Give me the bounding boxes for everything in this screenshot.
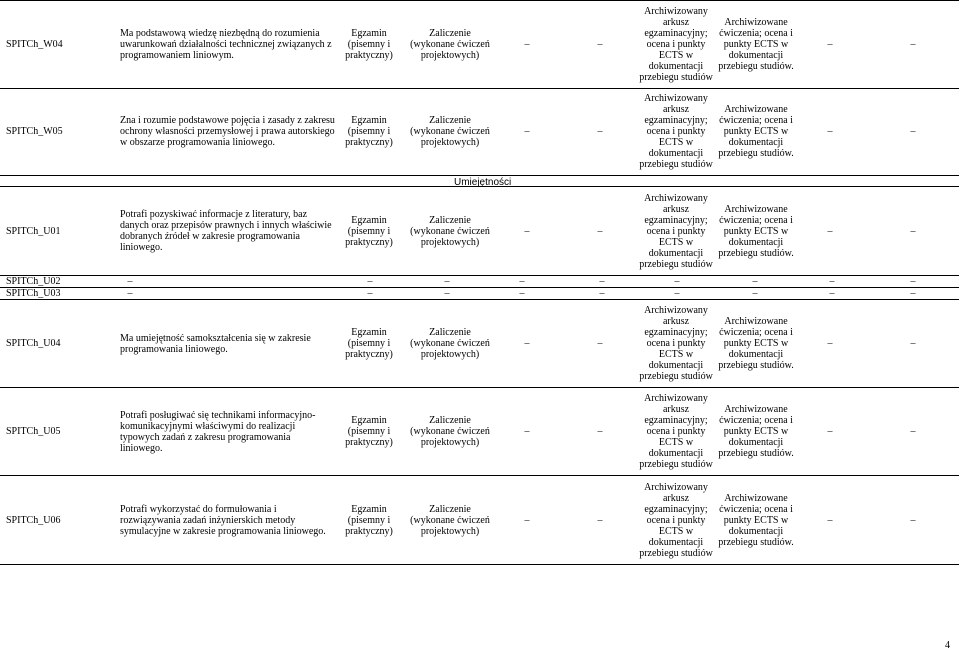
empty-dash: – [827, 39, 833, 50]
exercise-documentation: Archiwizowane ćwiczenia; ocena i punkty ECTS w dokumentacji przebiegu studiów. [718, 316, 794, 371]
empty-dash: – [597, 225, 603, 237]
outcome-code: SPITCh_U01 [6, 225, 61, 237]
empty-dash: – [599, 276, 605, 287]
exercise-documentation: Archiwizowane ćwiczenia; ocena i punkty ECTS w dokumentacji przebiegu studiów. [718, 104, 794, 159]
empty-dash: – [910, 338, 916, 349]
empty-dash: – [524, 426, 530, 437]
empty-dash: – [910, 126, 916, 137]
assessment-form: Egzamin (pisemny i praktyczny) [345, 503, 393, 537]
section-divider [0, 175, 959, 176]
empty-dash: – [444, 276, 450, 287]
empty-dash: – [827, 225, 833, 237]
outcome-code: SPITCh_U04 [6, 338, 61, 349]
outcome-code: SPITCh_W05 [6, 126, 63, 137]
empty-dash: – [519, 276, 525, 287]
empty-dash: – [829, 276, 835, 287]
exam-documentation: Archiwizowany arkusz egzaminacyjny; ocena i punkty ECTS w dokumentacji przebiegu studiów [639, 305, 713, 382]
empty-dash: – [599, 288, 605, 299]
table-row [0, 300, 959, 388]
verification-method: Zaliczenie (wykonane ćwiczeń projektowych) [410, 214, 490, 248]
outcome-code: SPITCh_U05 [6, 426, 61, 437]
outcome-code: SPITCh_U02 [6, 276, 61, 287]
outcome-description: Ma umiejętność samokształcenia się w zakresie programowania liniowego. [120, 332, 311, 355]
empty-dash: – [752, 276, 758, 287]
empty-dash: – [524, 39, 530, 50]
page-number: 4 [945, 640, 950, 651]
empty-dash: – [827, 514, 833, 526]
empty-dash: – [127, 288, 133, 299]
exercise-documentation: Archiwizowane ćwiczenia; ocena i punkty ECTS w dokumentacji przebiegu studiów. [718, 17, 794, 72]
empty-dash: – [367, 276, 373, 287]
assessment-form: Egzamin (pisemny i praktyczny) [345, 28, 393, 61]
empty-dash: – [827, 426, 833, 437]
verification-method: Zaliczenie (wykonane ćwiczeń projektowych) [410, 327, 490, 360]
empty-dash: – [827, 338, 833, 349]
table-row [0, 88, 959, 176]
empty-dash: – [752, 288, 758, 299]
empty-dash: – [910, 514, 916, 526]
empty-dash: – [367, 288, 373, 299]
exam-documentation: Archiwizowany arkusz egzaminacyjny; ocena i punkty ECTS w dokumentacji przebiegu studiów [639, 481, 713, 559]
exam-documentation: Archiwizowany arkusz egzaminacyjny; ocena i punkty ECTS w dokumentacji przebiegu studiów [639, 192, 713, 270]
outcome-code: SPITCh_W04 [6, 39, 63, 50]
empty-dash: – [910, 39, 916, 50]
table-row [0, 187, 959, 276]
table-row [0, 276, 959, 288]
empty-dash: – [829, 288, 835, 299]
empty-dash: – [444, 288, 450, 299]
empty-dash: – [674, 288, 680, 299]
exam-documentation: Archiwizowany arkusz egzaminacyjny; ocena i punkty ECTS w dokumentacji przebiegu studiów [639, 393, 713, 470]
table-row [0, 476, 959, 565]
empty-dash: – [674, 276, 680, 287]
empty-dash: – [827, 126, 833, 137]
outcome-code: SPITCh_U03 [6, 288, 61, 299]
verification-method: Zaliczenie (wykonane ćwiczeń projektowych) [410, 115, 490, 148]
assessment-form: Egzamin (pisemny i praktyczny) [345, 415, 393, 448]
outcome-description: Potrafi wykorzystać do formułowania i rozwiązywania zadań inżynierskich metody symulacyjne w zakresie programowania liniowego. [120, 503, 326, 537]
table-row [0, 0, 959, 89]
table-row [0, 388, 959, 476]
assessment-form: Egzamin (pisemny i praktyczny) [345, 214, 393, 248]
empty-dash: – [910, 426, 916, 437]
outcome-description: Zna i rozumie podstawowe pojęcia i zasady z zakresu ochrony własności przemysłowej i prawa autorskiego w obszarze programowania liniowego. [120, 115, 335, 148]
empty-dash: – [597, 338, 603, 349]
empty-dash: – [597, 39, 603, 50]
exam-documentation: Archiwizowany arkusz egzaminacyjny; ocena i punkty ECTS w dokumentacji przebiegu studiów [639, 93, 713, 170]
verification-method: Zaliczenie (wykonane ćwiczeń projektowych) [410, 503, 490, 537]
outcome-description: Potrafi pozyskiwać informacje z literatury, baz danych oraz przepisów prawnych i innych właściwie dobranych źródeł w zakresie programowania liniowego. [120, 209, 332, 253]
assessment-form: Egzamin (pisemny i praktyczny) [345, 115, 393, 148]
empty-dash: – [597, 514, 603, 526]
empty-dash: – [910, 288, 916, 299]
section-title: Umiejętności [454, 177, 512, 188]
table-row [0, 288, 959, 300]
exercise-documentation: Archiwizowane ćwiczenia; ocena i punkty ECTS w dokumentacji przebiegu studiów. [718, 203, 794, 259]
verification-method: Zaliczenie (wykonane ćwiczeń projektowych) [410, 28, 490, 61]
exercise-documentation: Archiwizowane ćwiczenia; ocena i punkty ECTS w dokumentacji przebiegu studiów. [718, 492, 794, 548]
verification-method: Zaliczenie (wykonane ćwiczeń projektowych) [410, 415, 490, 448]
empty-dash: – [524, 338, 530, 349]
exam-documentation: Archiwizowany arkusz egzaminacyjny; ocena i punkty ECTS w dokumentacji przebiegu studiów [639, 6, 713, 83]
empty-dash: – [519, 288, 525, 299]
empty-dash: – [524, 225, 530, 237]
empty-dash: – [524, 126, 530, 137]
empty-dash: – [910, 276, 916, 287]
empty-dash: – [524, 514, 530, 526]
empty-dash: – [127, 276, 133, 287]
outcome-description: Ma podstawową wiedzę niezbędną do rozumienia uwarunkowań działalności technicznej związanych z programowaniem liniowym. [120, 28, 332, 61]
outcome-description: Potrafi posługiwać się technikami informacyjno-komunikacyjnymi właściwymi do realizacji typowych zadań z zakresu programowania liniowego. [120, 409, 316, 454]
assessment-form: Egzamin (pisemny i praktyczny) [345, 327, 393, 360]
empty-dash: – [910, 225, 916, 237]
empty-dash: – [597, 126, 603, 137]
empty-dash: – [597, 426, 603, 437]
exercise-documentation: Archiwizowane ćwiczenia; ocena i punkty ECTS w dokumentacji przebiegu studiów. [718, 404, 794, 459]
outcome-code: SPITCh_U06 [6, 514, 61, 526]
